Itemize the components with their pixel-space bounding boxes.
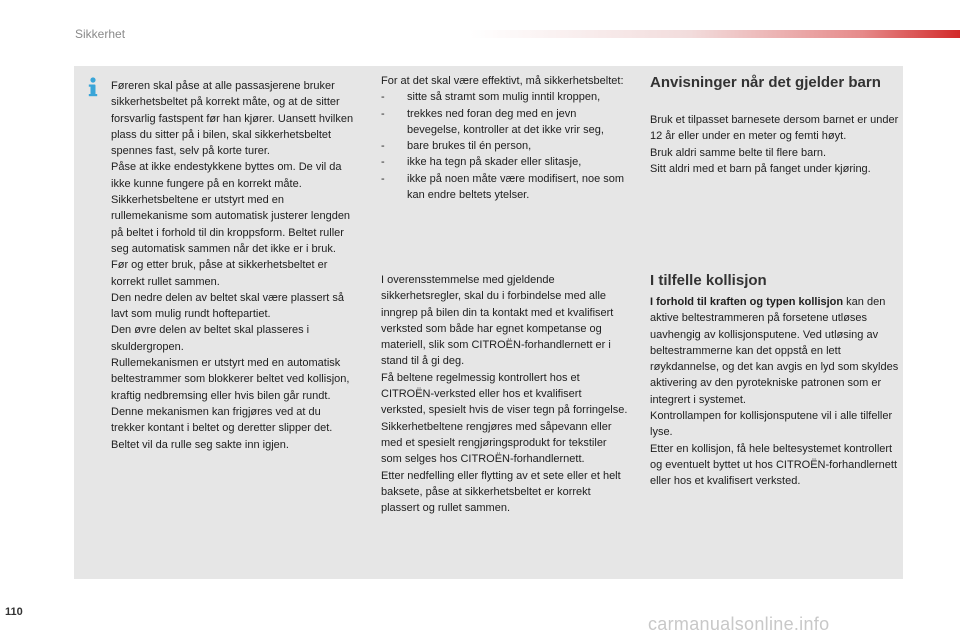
paragraph: For at det skal være effektivt, må sikkerhetsbeltet: [381,75,624,87]
info-icon [86,77,100,97]
paragraph: Føreren skal påse at alle passasjerene bruker sikkerhetsbeltet på korrekt måte, og at de sitter forsvarlig fastspent før han kjører. Uansett hvilken plass du sitter på i bilen, skal sikkerhetsbeltet spennes fast, selv på korte turer. [111,80,354,158]
collision-heading: I tilfelle kollisjon [650,272,767,289]
paragraph: Bruk aldri samme belte til flere barn. [650,146,827,159]
paragraph: Etter nedfelling eller flytting av et sete eller et helt baksete, påse at sikkerhetsbeltet er korrekt plassert og rullet sammen. [381,469,621,515]
watermark: carmanualsonline.info [648,614,830,634]
list-item: - sitte så stramt som mulig inntil kroppen, [381,89,629,105]
section-title: Sikkerhet [75,27,126,41]
seatbelt-info-column [111,78,357,453]
maintenance-column [381,272,629,516]
requirement-list [381,89,629,203]
collision-column [650,294,900,490]
paragraph: Den øvre delen av beltet skal plasseres i skuldergropen. [111,324,310,353]
paragraph: Få beltene regelmessig kontrollert hos et CITROËN-verksted eller hos et kvalifisert verksted, spesielt hvis de viser tegn på forringelse. [381,371,628,417]
paragraph: Rullemekanismen er utstyrt med en automatisk beltestrammer som blokkerer beltet ved kollisjon, kraftig nedbremsing eller hvis bilen går rundt. Denne mekanismen kan frigjøres ved at du trekker kontant i beltet og deretter slipper det. Beltet vil da rulle seg sakte inn igjen. [111,357,350,451]
paragraph: Bruk et tilpasset barnesete dersom barnet er under 12 år eller under en meter og femti høyt. [650,114,899,143]
effectiveness-column [381,73,629,203]
children-heading: Anvisninger når det gjelder barn [650,74,881,91]
paragraph: Før og etter bruk, påse at sikkerhetsbeltet er korrekt rullet sammen. [111,259,328,288]
lead-text: kan den aktive beltestrammeren på forsetene utløses uavhengig av kollisjonsputene. Ved utløsing av beltestrammerne kan det oppstå en lett røykdannelse, og det kan avgis en lyd som skyldes aktivering av den pyrotekniske patronen som er integrert i systemet. [650,296,899,406]
paragraph: I overensstemmelse med gjeldende sikkerhetsregler, skal du i forbindelse med alle inngrep på bilen din ta kontakt med et kvalifisert verksted som både har egnet kompetanse og materiell, slik som CITROËN-forhandlernett er i stand til å gi deg. [381,274,614,368]
list-item: - bare brukes til én person, [381,138,629,154]
list-item: - trekkes ned foran deg med en jevn bevegelse, kontroller at det ikke vrir seg, [381,106,629,139]
header-accent-bar [470,30,960,38]
page-number: 110 [5,606,23,618]
bold-lead: I forhold til kraften og typen kollisjon [650,296,844,308]
paragraph: Etter en kollisjon, få hele beltesystemet kontrollert og eventuelt byttet ut hos CITROËN-forhandlernett eller hos et kvalifisert verksted. [650,442,898,488]
paragraph: Sitt aldri med et barn på fanget under kjøring. [650,162,871,175]
paragraph: Sikkerhetsbeltene er utstyrt med en rullemekanisme som automatisk justerer lengden på beltet i forhold til din kroppsform. Beltet ruller seg automatisk sammen når det ikke er i bruk. [111,194,351,255]
list-item: - ikke ha tegn på skader eller slitasje, [381,154,629,170]
list-item: - ikke på noen måte være modifisert, noe som kan endre beltets ytelser. [381,171,629,204]
paragraph [650,294,900,408]
paragraph: Den nedre delen av beltet skal være plassert så lavt som mulig rundt hoftepartiet. [111,291,344,321]
paragraph: Kontrollampen for kollisjonsputene vil i alle tilfeller lyse. [650,410,893,439]
paragraph: Påse at ikke endestykkene byttes om. De vil da ikke kunne fungere på en korrekt måte. [111,161,342,190]
children-column [650,112,900,177]
paragraph: Sikkerhetbeltene rengjøres med såpevann eller med et spesielt rengjøringsprodukt for tekstiler som selges hos CITROËN-forhandlernett. [381,420,612,466]
